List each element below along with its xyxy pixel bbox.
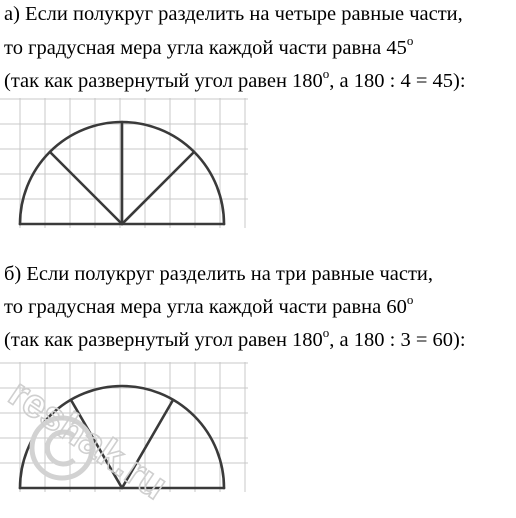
- radius-a-45: [122, 152, 194, 224]
- part-b-line-2: [4, 292, 414, 319]
- watermark-svg: [0, 350, 220, 513]
- part-a-line-3-end: , а 180 : 4 = 45):: [329, 70, 466, 92]
- part-a-line-3-start: (так как развернутый угол равен 180: [4, 70, 323, 92]
- part-a-line-3-degree-sign: o: [322, 66, 330, 81]
- part-a-line-2-text: то градусная мера угла каждой части равна 45: [4, 37, 407, 59]
- part-b-degree-sign: o: [406, 292, 414, 307]
- watermark: [0, 350, 220, 518]
- part-b-line-1: [4, 262, 433, 286]
- radius-a-135: [50, 152, 122, 224]
- part-b-line-3-start: (так как развернутый угол равен 180: [4, 329, 323, 351]
- watermark-text: reshak.ru: [0, 370, 175, 509]
- figure-a: [0, 98, 260, 230]
- part-a-line-3: [4, 66, 466, 93]
- part-a-line-1-text: а) Если полукруг разделить на четыре равные части,: [4, 3, 463, 25]
- part-a-degree-sign: o: [406, 33, 414, 48]
- part-b-line-1-text: б) Если полукруг разделить на три равные части,: [4, 263, 434, 285]
- part-b-line-3-degree-sign: o: [322, 325, 330, 340]
- figure-a-svg: [0, 98, 260, 230]
- part-a-line-2: [4, 33, 414, 60]
- part-a-line-1: [4, 2, 463, 26]
- figure-a-grid: [0, 98, 248, 228]
- part-b-line-3-end: , а 180 : 3 = 60):: [329, 329, 466, 351]
- part-b-line-2-text: то градусная мера угла каждой части равна 60: [4, 296, 407, 318]
- part-b-line-3: [4, 325, 466, 352]
